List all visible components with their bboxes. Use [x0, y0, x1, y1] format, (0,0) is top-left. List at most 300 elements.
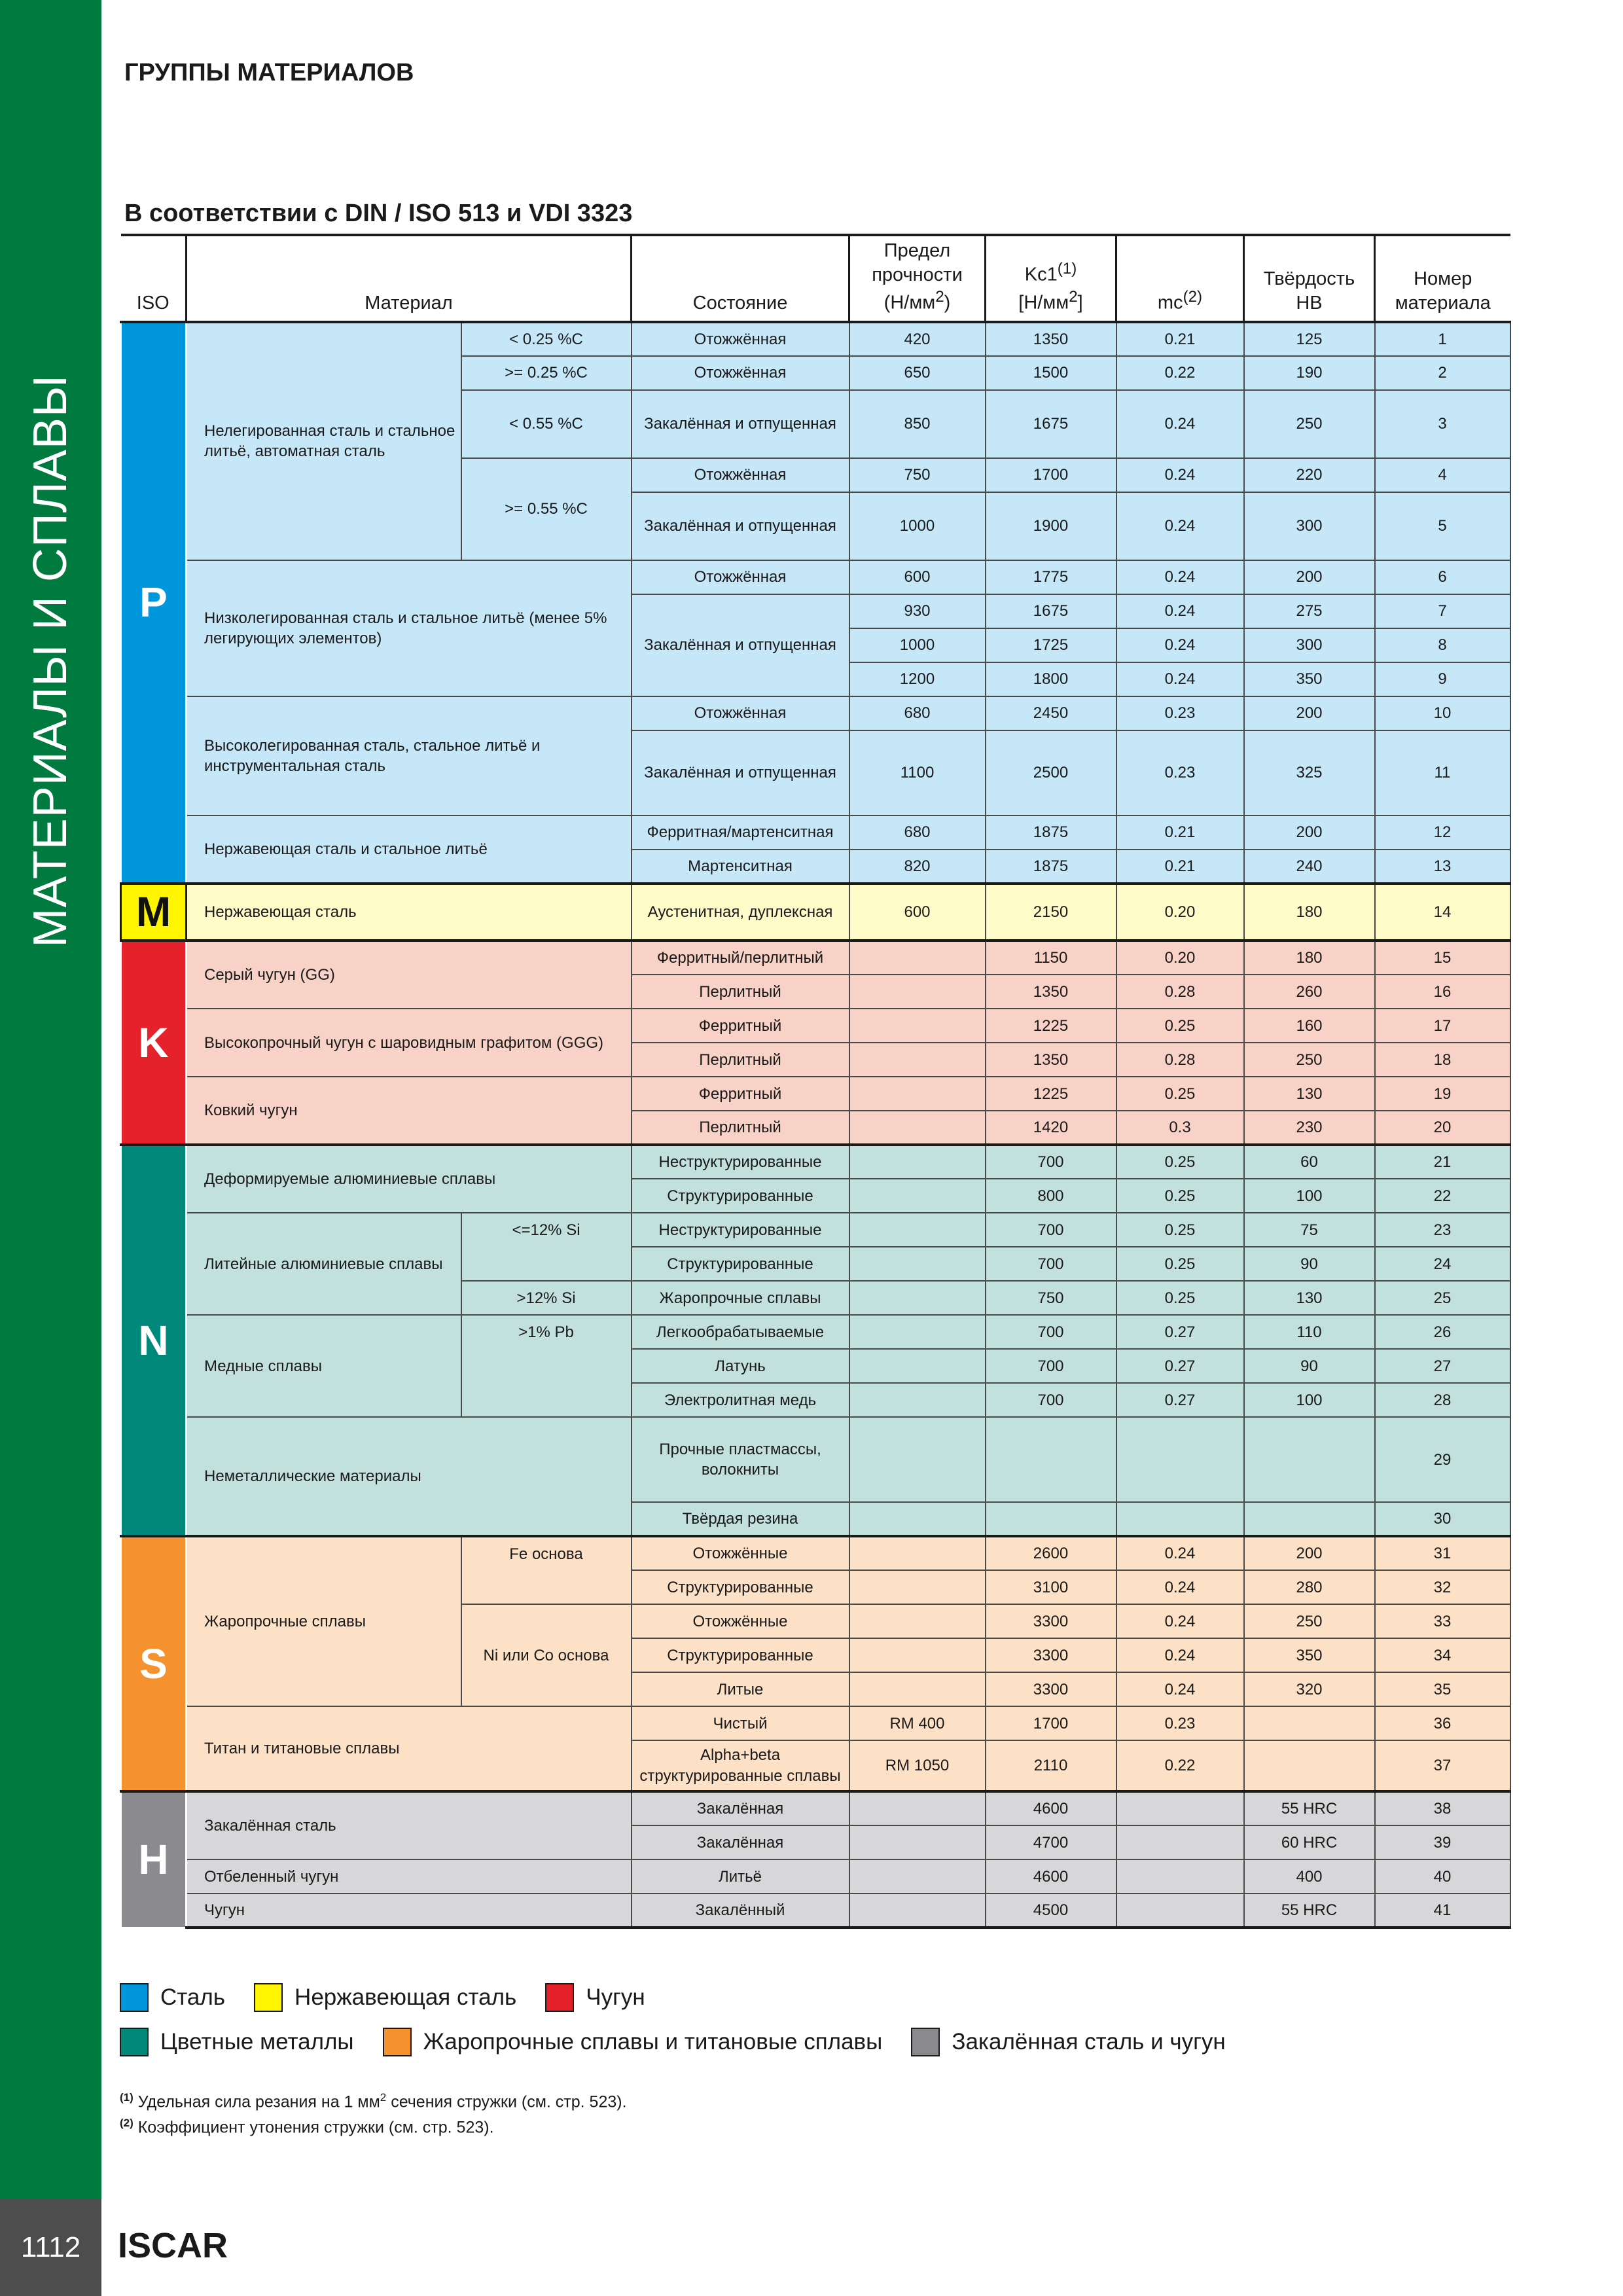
hardness-cell: 250: [1244, 390, 1375, 458]
hardness-cell: 75: [1244, 1213, 1375, 1247]
kc1-cell: [986, 1417, 1116, 1502]
material-number-cell: 6: [1375, 560, 1510, 594]
material-state: Твёрдая резина: [632, 1502, 849, 1536]
material-name: Литейные алюминиевые сплавы: [187, 1213, 461, 1315]
legend-swatch: [545, 1983, 574, 2012]
table-row: [121, 1791, 1510, 1825]
footnote: [120, 2115, 627, 2140]
mc-cell: [1116, 1859, 1244, 1893]
legend: [120, 1975, 1509, 2064]
mc-cell: 0.25: [1116, 1247, 1244, 1281]
hardness-cell: 300: [1244, 492, 1375, 560]
hardness-cell: 320: [1244, 1672, 1375, 1706]
tensile-strength-cell: 750: [849, 458, 986, 492]
tensile-strength-cell: 600: [849, 884, 986, 941]
material-state: Перлитный: [632, 975, 849, 1009]
material-number-cell: 3: [1375, 390, 1510, 458]
header-rm-sq: 2: [935, 288, 944, 306]
legend-swatch: [911, 2028, 940, 2056]
iso-group-h: H: [121, 1791, 187, 1928]
kc1-cell: 4600: [986, 1791, 1116, 1825]
tensile-strength-cell: [849, 1502, 986, 1536]
tensile-strength-cell: [849, 1111, 986, 1145]
material-number-cell: 16: [1375, 975, 1510, 1009]
hardness-cell: [1244, 1502, 1375, 1536]
kc1-cell: 750: [986, 1281, 1116, 1315]
legend-item: [911, 2028, 1225, 2056]
legend-item: [545, 1983, 645, 2012]
kc1-cell: 1800: [986, 662, 1116, 696]
page-title: ГРУППЫ МАТЕРИАЛОВ: [124, 59, 414, 86]
tensile-strength-cell: [849, 1043, 986, 1077]
hardness-cell: 350: [1244, 1638, 1375, 1672]
material-state: Отожжённая: [632, 696, 849, 730]
header-no-line2: материала: [1395, 292, 1491, 314]
material-subtype: < 0.25 %C: [461, 322, 632, 356]
kc1-cell: 1875: [986, 816, 1116, 850]
footnotes: [120, 2089, 627, 2140]
legend-row: [120, 2020, 1509, 2064]
footnote-superscript: 2: [380, 2091, 387, 2104]
table-header-row: [121, 235, 1510, 322]
table-row: [121, 941, 1510, 975]
tensile-strength-cell: [849, 975, 986, 1009]
mc-cell: [1116, 1791, 1244, 1825]
tensile-strength-cell: 850: [849, 390, 986, 458]
mc-cell: 0.24: [1116, 1536, 1244, 1570]
tensile-strength-cell: [849, 1383, 986, 1417]
material-subtype: >= 0.55 %C: [461, 458, 632, 560]
sidebar-title: МАТЕРИАЛЫ И СПЛАВЫ: [24, 374, 77, 948]
table-subtitle: В соответствии с DIN / ISO 513 и VDI 3323: [124, 200, 633, 227]
mc-cell: 0.22: [1116, 356, 1244, 390]
kc1-cell: 1875: [986, 850, 1116, 884]
mc-cell: 0.24: [1116, 1638, 1244, 1672]
kc1-cell: 1775: [986, 560, 1116, 594]
table-row: [121, 560, 1510, 594]
material-state: Отожжённые: [632, 1536, 849, 1570]
material-subtype: < 0.55 %C: [461, 390, 632, 458]
material-number-cell: 1: [1375, 322, 1510, 356]
tensile-strength-cell: 680: [849, 696, 986, 730]
tensile-strength-cell: 820: [849, 850, 986, 884]
legend-label: Цветные металлы: [160, 2029, 354, 2054]
material-state: Alpha+beta структурированные сплавы: [632, 1740, 849, 1791]
mc-cell: 0.24: [1116, 458, 1244, 492]
material-state: Ферритный/перлитный: [632, 941, 849, 975]
mc-cell: 0.24: [1116, 662, 1244, 696]
material-state: Мартенситная: [632, 850, 849, 884]
tensile-strength-cell: RM 1050: [849, 1740, 986, 1791]
header-kc-line2: [Н/мм: [1018, 292, 1069, 314]
hardness-cell: 190: [1244, 356, 1375, 390]
material-number-cell: 2: [1375, 356, 1510, 390]
kc1-cell: 3300: [986, 1638, 1116, 1672]
material-state: Структурированные: [632, 1570, 849, 1604]
hardness-cell: 260: [1244, 975, 1375, 1009]
materials-table-wrapper: [120, 234, 1509, 1929]
material-number-cell: 34: [1375, 1638, 1510, 1672]
material-state: Структурированные: [632, 1638, 849, 1672]
header-rm-line2: прочности: [872, 264, 963, 286]
hardness-cell: 280: [1244, 1570, 1375, 1604]
material-name: Низколегированная сталь и стальное литьё (менее 5% легирующих элементов): [187, 560, 632, 696]
material-state: Закалённая и отпущенная: [632, 594, 849, 696]
material-number-cell: 29: [1375, 1417, 1510, 1502]
material-number-cell: 13: [1375, 850, 1510, 884]
kc1-cell: 1350: [986, 322, 1116, 356]
table-row: [121, 1009, 1510, 1043]
hardness-cell: 220: [1244, 458, 1375, 492]
hardness-cell: 250: [1244, 1043, 1375, 1077]
material-name: Высокопрочный чугун с шаровидным графитом (GGG): [187, 1009, 632, 1077]
footnote-text: Коэффициент утонения стружки (см. стр. 523).: [133, 2118, 494, 2137]
material-name: Ковкий чугун: [187, 1077, 632, 1145]
table-row: [121, 1315, 1510, 1349]
material-subtype: Ni или Co основа: [461, 1604, 632, 1706]
legend-label: Чугун: [586, 1984, 645, 2010]
material-state: Отожжённая: [632, 458, 849, 492]
tensile-strength-cell: [849, 1315, 986, 1349]
tensile-strength-cell: [849, 1417, 986, 1502]
kc1-cell: 1700: [986, 1706, 1116, 1740]
header-hb-line2: HB: [1296, 292, 1323, 314]
material-number-cell: 9: [1375, 662, 1510, 696]
mc-cell: 0.23: [1116, 696, 1244, 730]
material-state: Неструктурированные: [632, 1145, 849, 1179]
page-number: 1112: [0, 2199, 101, 2296]
kc1-cell: 1420: [986, 1111, 1116, 1145]
mc-cell: 0.28: [1116, 1043, 1244, 1077]
hardness-cell: 230: [1244, 1111, 1375, 1145]
material-number-cell: 11: [1375, 730, 1510, 816]
material-number-cell: 35: [1375, 1672, 1510, 1706]
table-row: [121, 1417, 1510, 1502]
kc1-cell: 2150: [986, 884, 1116, 941]
material-state: Ферритный: [632, 1009, 849, 1043]
mc-cell: 0.24: [1116, 1570, 1244, 1604]
kc1-cell: 1150: [986, 941, 1116, 975]
header-hardness: [1244, 235, 1375, 322]
tensile-strength-cell: [849, 1859, 986, 1893]
material-state: Отожжённые: [632, 1604, 849, 1638]
hardness-cell: 90: [1244, 1349, 1375, 1383]
material-state: Закалённая: [632, 1825, 849, 1859]
material-state: Перлитный: [632, 1111, 849, 1145]
material-number-cell: 24: [1375, 1247, 1510, 1281]
hardness-cell: 100: [1244, 1179, 1375, 1213]
mc-cell: 0.25: [1116, 1213, 1244, 1247]
sidebar: [0, 0, 101, 2199]
material-state: Жаропрочные сплавы: [632, 1281, 849, 1315]
kc1-cell: 800: [986, 1179, 1116, 1213]
material-name: Жаропрочные сплавы: [187, 1536, 461, 1706]
mc-cell: 0.28: [1116, 975, 1244, 1009]
hardness-cell: 130: [1244, 1077, 1375, 1111]
hardness-cell: [1244, 1706, 1375, 1740]
hardness-cell: 90: [1244, 1247, 1375, 1281]
kc1-cell: 1225: [986, 1009, 1116, 1043]
material-state: Ферритный: [632, 1077, 849, 1111]
mc-cell: 0.27: [1116, 1349, 1244, 1383]
material-state: Закалённый: [632, 1893, 849, 1928]
kc1-cell: 700: [986, 1213, 1116, 1247]
hardness-cell: 200: [1244, 816, 1375, 850]
material-state: Закалённая и отпущенная: [632, 390, 849, 458]
mc-cell: 0.24: [1116, 492, 1244, 560]
footnote-mark: (2): [120, 2117, 134, 2130]
legend-swatch: [383, 2028, 412, 2056]
material-name: Серый чугун (GG): [187, 941, 632, 1009]
material-subtype: >= 0.25 %C: [461, 356, 632, 390]
tensile-strength-cell: 600: [849, 560, 986, 594]
tensile-strength-cell: [849, 1893, 986, 1928]
mc-cell: 0.21: [1116, 322, 1244, 356]
header-kc-sup: (1): [1057, 260, 1077, 278]
footnote-mark: (1): [120, 2091, 134, 2104]
legend-swatch: [120, 2028, 149, 2056]
tensile-strength-cell: 680: [849, 816, 986, 850]
header-kc1: Kc1$^{(1)}$ $[Н/мм^2]$: [986, 235, 1116, 322]
header-no-line1: Номер: [1414, 268, 1472, 289]
tensile-strength-cell: 1200: [849, 662, 986, 696]
mc-cell: 0.24: [1116, 628, 1244, 662]
mc-cell: 0.24: [1116, 594, 1244, 628]
brand-logo: ISCAR: [118, 2226, 228, 2265]
material-number-cell: 8: [1375, 628, 1510, 662]
tensile-strength-cell: [849, 1077, 986, 1111]
tensile-strength-cell: [849, 1145, 986, 1179]
material-number-cell: 4: [1375, 458, 1510, 492]
hardness-cell: 300: [1244, 628, 1375, 662]
tensile-strength-cell: [849, 1281, 986, 1315]
table-row: [121, 1536, 1510, 1570]
tensile-strength-cell: [849, 1604, 986, 1638]
mc-cell: 0.3: [1116, 1111, 1244, 1145]
material-number-cell: 17: [1375, 1009, 1510, 1043]
material-number-cell: 21: [1375, 1145, 1510, 1179]
legend-item: [120, 1983, 225, 2012]
hardness-cell: 400: [1244, 1859, 1375, 1893]
material-name: Неметаллические материалы: [187, 1417, 632, 1536]
header-rm-line3: (Н/мм: [883, 292, 936, 314]
hardness-cell: 200: [1244, 560, 1375, 594]
iso-group-p: P: [121, 322, 187, 884]
mc-cell: 0.25: [1116, 1281, 1244, 1315]
footnote-text: Удельная сила резания на 1 мм: [133, 2092, 380, 2111]
legend-label: Нержавеющая сталь: [294, 1984, 517, 2010]
material-number-cell: 22: [1375, 1179, 1510, 1213]
material-subtype: >12% Si: [461, 1281, 632, 1315]
tensile-strength-cell: [849, 1247, 986, 1281]
header-mc-label: mc: [1157, 292, 1183, 314]
mc-cell: 0.22: [1116, 1740, 1244, 1791]
kc1-cell: 4600: [986, 1859, 1116, 1893]
material-state: Легкообрабатываемые: [632, 1315, 849, 1349]
material-state: Ферритная/мартенситная: [632, 816, 849, 850]
mc-cell: 0.27: [1116, 1383, 1244, 1417]
material-state: Латунь: [632, 1349, 849, 1383]
hardness-cell: 110: [1244, 1315, 1375, 1349]
table-row: [121, 696, 1510, 730]
material-state: Электролитная медь: [632, 1383, 849, 1417]
mc-cell: 0.24: [1116, 1604, 1244, 1638]
kc1-cell: 1675: [986, 594, 1116, 628]
header-material-number: [1375, 235, 1510, 322]
hardness-cell: 200: [1244, 696, 1375, 730]
material-number-cell: 19: [1375, 1077, 1510, 1111]
material-name: Отбеленный чугун: [187, 1859, 632, 1893]
material-name: Чугун: [187, 1893, 632, 1928]
legend-item: [120, 2028, 354, 2056]
material-name: Нелегированная сталь и стальное литьё, автоматная сталь: [187, 322, 461, 560]
header-rm-line1: Предел: [883, 240, 951, 261]
tensile-strength-cell: [849, 1638, 986, 1672]
material-number-cell: 18: [1375, 1043, 1510, 1077]
material-number-cell: 32: [1375, 1570, 1510, 1604]
material-subtype: <=12% Si: [461, 1213, 632, 1281]
tensile-strength-cell: [849, 1009, 986, 1043]
legend-label: Жаропрочные сплавы и титановые сплавы: [423, 2029, 883, 2054]
iso-group-k: K: [121, 941, 187, 1145]
material-state: Чистый: [632, 1706, 849, 1740]
hardness-cell: 55 HRC: [1244, 1791, 1375, 1825]
mc-cell: 0.20: [1116, 941, 1244, 975]
header-iso: ISO: [121, 235, 187, 322]
material-number-cell: 7: [1375, 594, 1510, 628]
material-state: Отожжённая: [632, 560, 849, 594]
tensile-strength-cell: [849, 1825, 986, 1859]
hardness-cell: 55 HRC: [1244, 1893, 1375, 1928]
mc-cell: 0.20: [1116, 884, 1244, 941]
material-number-cell: 20: [1375, 1111, 1510, 1145]
hardness-cell: [1244, 1417, 1375, 1502]
kc1-cell: 700: [986, 1349, 1116, 1383]
kc1-cell: 700: [986, 1247, 1116, 1281]
kc1-cell: [986, 1502, 1116, 1536]
material-name: Титан и титановые сплавы: [187, 1706, 632, 1791]
mc-cell: [1116, 1893, 1244, 1928]
header-kc-sq: 2: [1069, 288, 1078, 306]
hardness-cell: 130: [1244, 1281, 1375, 1315]
material-state: Неструктурированные: [632, 1213, 849, 1247]
material-number-cell: 38: [1375, 1791, 1510, 1825]
mc-cell: 0.23: [1116, 1706, 1244, 1740]
table-row: [121, 1706, 1510, 1740]
material-state: Закалённая и отпущенная: [632, 492, 849, 560]
footnote-text-end: сечения стружки (см. стр. 523).: [386, 2092, 627, 2111]
tensile-strength-cell: 930: [849, 594, 986, 628]
material-number-cell: 10: [1375, 696, 1510, 730]
kc1-cell: 1225: [986, 1077, 1116, 1111]
material-number-cell: 27: [1375, 1349, 1510, 1383]
material-state: Закалённая и отпущенная: [632, 730, 849, 816]
footnote: [120, 2089, 627, 2115]
table-row: [121, 816, 1510, 850]
header-mc: [1116, 235, 1244, 322]
tensile-strength-cell: 1100: [849, 730, 986, 816]
tensile-strength-cell: [849, 1791, 986, 1825]
kc1-cell: 3300: [986, 1604, 1116, 1638]
material-number-cell: 40: [1375, 1859, 1510, 1893]
table-row: [121, 1893, 1510, 1928]
kc1-cell: 1700: [986, 458, 1116, 492]
hardness-cell: 60: [1244, 1145, 1375, 1179]
tensile-strength-cell: 650: [849, 356, 986, 390]
header-hb-line1: Твёрдость: [1263, 268, 1355, 289]
tensile-strength-cell: [849, 1672, 986, 1706]
kc1-cell: 2450: [986, 696, 1116, 730]
material-subtype: Fe основа: [461, 1536, 632, 1604]
hardness-cell: 275: [1244, 594, 1375, 628]
material-number-cell: 30: [1375, 1502, 1510, 1536]
material-number-cell: 41: [1375, 1893, 1510, 1928]
material-number-cell: 12: [1375, 816, 1510, 850]
hardness-cell: 180: [1244, 884, 1375, 941]
hardness-cell: 125: [1244, 322, 1375, 356]
material-number-cell: 15: [1375, 941, 1510, 975]
legend-row: [120, 1975, 1509, 2020]
mc-cell: 0.24: [1116, 560, 1244, 594]
material-state: Структурированные: [632, 1179, 849, 1213]
iso-group-s: S: [121, 1536, 187, 1791]
header-mc-sup: (2): [1183, 288, 1203, 306]
tensile-strength-cell: [849, 1570, 986, 1604]
kc1-cell: 3300: [986, 1672, 1116, 1706]
material-name: Деформируемые алюминиевые сплавы: [187, 1145, 632, 1213]
hardness-cell: 240: [1244, 850, 1375, 884]
table-row: [121, 1213, 1510, 1247]
kc1-cell: 700: [986, 1383, 1116, 1417]
kc1-cell: 3100: [986, 1570, 1116, 1604]
kc1-cell: 1500: [986, 356, 1116, 390]
mc-cell: 0.25: [1116, 1009, 1244, 1043]
tensile-strength-cell: 1000: [849, 492, 986, 560]
material-number-cell: 26: [1375, 1315, 1510, 1349]
table-row: [121, 884, 1510, 941]
material-name: Высоколегированная сталь, стальное литьё и инструментальная сталь: [187, 696, 632, 816]
tensile-strength-cell: 420: [849, 322, 986, 356]
mc-cell: 0.24: [1116, 390, 1244, 458]
hardness-cell: 180: [1244, 941, 1375, 975]
tensile-strength-cell: [849, 1213, 986, 1247]
material-number-cell: 25: [1375, 1281, 1510, 1315]
mc-cell: 0.25: [1116, 1077, 1244, 1111]
kc1-cell: 1350: [986, 1043, 1116, 1077]
hardness-cell: [1244, 1740, 1375, 1791]
kc1-cell: 1675: [986, 390, 1116, 458]
kc1-cell: 2600: [986, 1536, 1116, 1570]
table-body: [121, 322, 1510, 1928]
iso-group-m: M: [121, 884, 187, 941]
mc-cell: 0.24: [1116, 1672, 1244, 1706]
material-state: Литьё: [632, 1859, 849, 1893]
material-state: Перлитный: [632, 1043, 849, 1077]
material-name: Нержавеющая сталь и стальное литьё: [187, 816, 632, 884]
hardness-cell: 250: [1244, 1604, 1375, 1638]
kc1-cell: 4700: [986, 1825, 1116, 1859]
material-number-cell: 5: [1375, 492, 1510, 560]
material-number-cell: 36: [1375, 1706, 1510, 1740]
kc1-cell: 700: [986, 1145, 1116, 1179]
hardness-cell: 60 HRC: [1244, 1825, 1375, 1859]
kc1-cell: 1900: [986, 492, 1116, 560]
tensile-strength-cell: 1000: [849, 628, 986, 662]
hardness-cell: 325: [1244, 730, 1375, 816]
mc-cell: 0.21: [1116, 816, 1244, 850]
material-subtype: >1% Pb: [461, 1315, 632, 1417]
hardness-cell: 200: [1244, 1536, 1375, 1570]
